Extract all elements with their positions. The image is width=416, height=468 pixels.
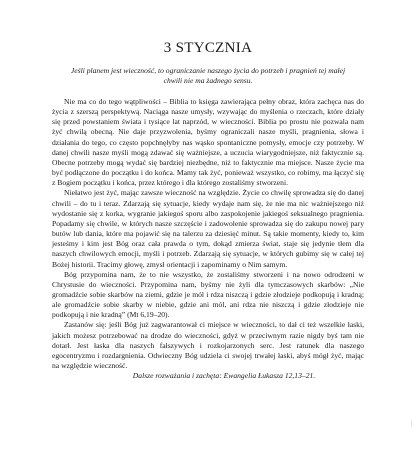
paragraph: Niełatwo jest żyć, mając zawsze wieczność na względzie. Życie co chwilę sprowadza się do danej chwili – do tu i teraz. Zdarzają się sytuacje, kiedy wydaje nam się, że nie ma nic ważniejszego niż wydostanie się z korka, wygranie jakiegoś sporu albo zaspokojenie jakiegoś seksualnego pragnienia. Popadamy się chwile, w których nasze szczęście i zadowolenie sprowadza się do zakupu nowej pary butów lub dania, które ma pojawić się na talerzu za dziesięć minut. Są takie momenty, kiedy to, kim jesteśmy i kim jest Bóg oraz cała prawda o tym, dokąd zmierza świat, staje się jedynie tłem dla naszych chwilowych emocji, myśli i potrzeb. Zdarzają się sytuacje, w których gubimy się w całej tej Bożej historii. Tracimy głowę, zmysł orientacji i zapominamy o Nim samym. <box>52 188 364 269</box>
page-edge-mark: | <box>410 421 412 427</box>
paragraph: Nie ma co do tego wątpliwości – Biblia to księga zawierająca pełny obraz, która zachęca nas do życia z szerszą perspektywą. Naciąga nasze umysły, wzywając do myślenia o rzeczach, które działy się przed powstaniem świata i tysiące lat naprzód, w wieczności. Biblia po prostu nie pozwala nam żyć chwilą obecną. Nie daje przyzwolenia, byśmy ograniczali nasze myśli, pragnienia, słowa i działania do tego, co często popchnęłyby nas wąsko spontaniczne pomysły, emocje czy potrzeby. W danej chwili nasze myśli mogą zdawać się ważniejsze, a uczucia wiarygodniejsze, niż faktycznie są. Obecne potrzeby mogą wydać się bardziej niezbędne, niż to faktycznie ma miejsce. Nasze życie ma być podłączone do początku i do końca. Mamy tak żyć, ponieważ wszystko, co robimy, ma łączyć się z Bogiem początku i końca, przez którego i dla którego zostaliśmy stworzeni. <box>52 97 364 188</box>
further-reading: Dalsze rozważania i zachęta: Ewangelia Łukasza 12,13–21. <box>132 371 316 381</box>
paragraph: Zastanów się: jeśli Bóg już zagwarantował ci miejsce w wieczności, to dał ci też wszelkie łaski, jakich możesz potrzebować na drodze do wieczności, gdyż w przeciwnym razie nigdy byś tam nie dotarł. Jest łaska dla naszych fałszywych i rozkojarzonych serc. Jest ratunek dla naszego egocentryzmu i rozdargnienia. Odwieczny Bóg udziela ci swojej trwałej łaski, abyś mógł żyć, mając na względzie wieczność. <box>52 320 364 371</box>
body-text <box>52 97 364 381</box>
paragraph: Bóg przypomina nam, że to nie wszystko, że zostaliśmy stworzeni i na nowo odrodzeni w Chrystusie do wieczności. Przypomina nam, byśmy nie żyli dla tymczasowych skarbów: „Nie gromadźcie sobie skarbów na ziemi, gdzie je mól i rdza niszczą i gdzie złodzieje podkopują i kradną; ale gromadźcie sobie skarby w niebie, gdzie ani mól, ani rdza nie niszczą i gdzie złodzieje nie podkopują i nie kradną” (Mt 6,19–20). <box>52 269 364 320</box>
motto: Jeśli planem jest wieczność, to ograniczanie naszego życia do potrzeb i pragnień tej małej chwili nie ma żadnego sensu. <box>70 66 346 86</box>
page-title: 3 STYCZNIA <box>163 40 253 56</box>
